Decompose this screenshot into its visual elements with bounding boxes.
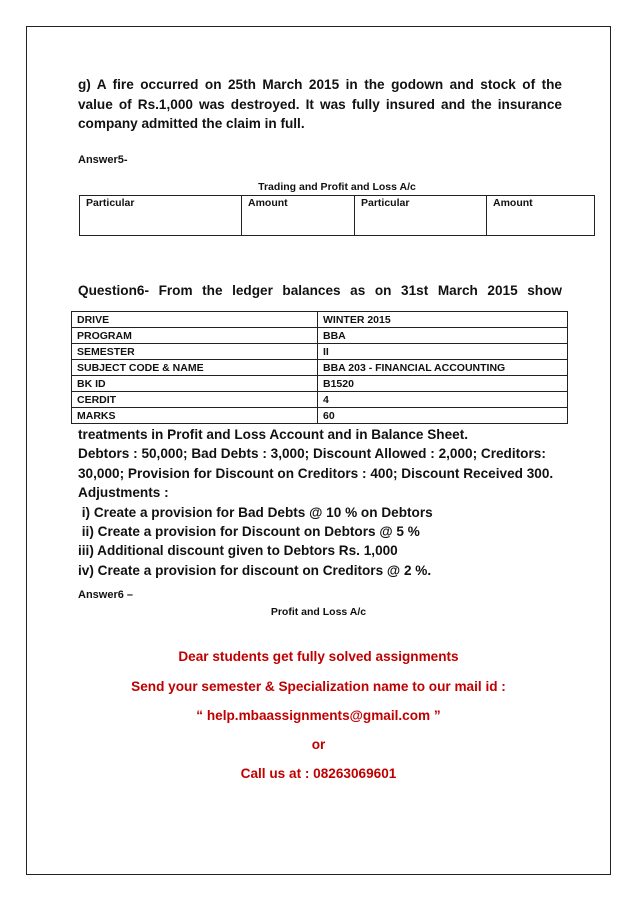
- trading-account-title: Trading and Profit and Loss A/c: [258, 181, 416, 193]
- info-key: MARKS: [72, 408, 318, 424]
- info-value: BBA: [318, 328, 568, 344]
- table-row: [72, 360, 568, 376]
- info-value: B1520: [318, 376, 568, 392]
- q6-word: as: [350, 283, 366, 298]
- info-key: SUBJECT CODE & NAME: [72, 360, 318, 376]
- header-particular: Particular: [80, 196, 242, 236]
- question6-line: [78, 283, 562, 298]
- q6-word: 2015: [487, 283, 518, 298]
- info-key: SEMESTER: [72, 344, 318, 360]
- q6-word: Question6-: [78, 283, 149, 298]
- q6-line: iii) Additional discount given to Debtors Rs. 1,000: [78, 543, 398, 559]
- info-key: PROGRAM: [72, 328, 318, 344]
- assignment-info-table: [71, 311, 568, 424]
- info-value: 4: [318, 392, 568, 408]
- q6-word: on: [374, 283, 392, 298]
- table-header-row: [80, 196, 595, 236]
- info-value: 60: [318, 408, 568, 424]
- header-amount: Amount: [242, 196, 355, 236]
- q6-line: treatments in Profit and Loss Account and in Balance Sheet.: [78, 427, 469, 442]
- profit-loss-title: Profit and Loss A/c: [270, 606, 367, 618]
- answer6-label: Answer6 –: [78, 589, 134, 601]
- q6-line: iv) Create a provision for discount on Creditors @ 2 %.: [78, 562, 432, 578]
- q6-line: Adjustments :: [78, 485, 169, 501]
- promo-line-2: Send your semester & Specialization name to our mail id :: [131, 679, 506, 694]
- q6-word: the: [202, 283, 223, 298]
- q6-line: i) Create a provision for Bad Debts @ 10 % on Debtors: [78, 504, 433, 520]
- promo-email[interactable]: “ help.mbaassignments@gmail.com ”: [196, 708, 441, 723]
- question-g-text: g) A fire occurred on 25th March 2015 in the godown and stock of the value of Rs.1,000 was destroyed. It was fully insured and the insurance company admitted the claim in full.: [78, 77, 562, 131]
- info-value: WINTER 2015: [318, 312, 568, 328]
- info-key: DRIVE: [72, 312, 318, 328]
- info-value: II: [318, 344, 568, 360]
- promo-call[interactable]: Call us at : 08263069601: [240, 766, 397, 781]
- q6-line: 30,000; Provision for Discount on Creditors : 400; Discount Received 300.: [78, 465, 554, 481]
- q6-word: balances: [282, 283, 341, 298]
- info-key: CERDIT: [72, 392, 318, 408]
- q6-word: March: [437, 283, 478, 298]
- q6-word: show: [527, 283, 562, 298]
- q6-word: From: [158, 283, 193, 298]
- table-row: [72, 312, 568, 328]
- q6-word: ledger: [232, 283, 273, 298]
- q6-line: ii) Create a provision for Discount on Debtors @ 5 %: [78, 524, 420, 540]
- promo-line-1: Dear students get fully solved assignments: [178, 649, 459, 664]
- table-row: [72, 344, 568, 360]
- q6-line: Debtors : 50,000; Bad Debts : 3,000; Discount Allowed : 2,000; Creditors:: [78, 446, 546, 462]
- header-particular: Particular: [355, 196, 487, 236]
- trading-account-table: [79, 195, 595, 236]
- info-key: BK ID: [72, 376, 318, 392]
- answer5-label: Answer5-: [78, 154, 128, 166]
- table-row: [72, 376, 568, 392]
- table-row: [72, 328, 568, 344]
- promo-or: or: [311, 737, 326, 752]
- q6-word: 31st: [401, 283, 429, 298]
- table-row: [72, 392, 568, 408]
- question6-body: [78, 425, 578, 580]
- header-amount: Amount: [487, 196, 595, 236]
- table-row: [72, 408, 568, 424]
- info-value: BBA 203 - FINANCIAL ACCOUNTING: [318, 360, 568, 376]
